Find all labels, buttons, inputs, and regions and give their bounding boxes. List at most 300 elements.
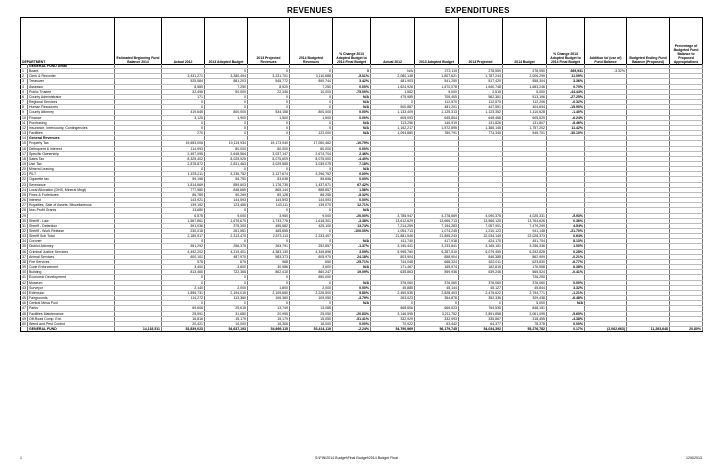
value-cell: -3.32% [585,69,627,74]
col-rev-adopted-2013: 2013 Adopted Budget [205,18,248,65]
value-cell: 19,173,940 [248,141,290,146]
value-cell: 272,119 [415,69,459,74]
value-cell: -0.21% [547,254,585,259]
value-cell: -5.93% [547,213,585,218]
value-cell: 545,701 [503,131,547,136]
value-cell: 1,125,313 [415,110,459,115]
value-cell: 19,119,934 [205,141,248,146]
value-cell: 45,885 [371,285,415,290]
value-cell: 2,891,858 [459,311,503,316]
department-name: Finance [28,115,115,120]
value-cell: 2,313,470 [205,234,248,239]
value-cell: 0 [248,301,290,306]
row-number: 6 [21,94,28,99]
value-cell: 112,570 [459,100,503,105]
value-cell: 622,011 [459,259,503,264]
value-cell: 2,794,771 [503,290,547,295]
value-cell: 1,152,217 [371,125,415,130]
value-cell: 1,670,078 [415,84,459,89]
value-cell: 278,559 [459,69,503,74]
value-cell: 11.09% [547,74,585,79]
value-cell: 0 [205,275,248,280]
value-cell: 8,025,925 [205,156,248,161]
value-cell: 45,844 [503,285,547,290]
value-cell: 0 [162,239,205,244]
value-cell: 54,637,193 [205,326,248,331]
value-cell: 16,816 [162,316,205,321]
value-cell: 500,887 [371,105,415,110]
value-cell: 0.00% [333,84,371,89]
value-cell: 2,450,535 [371,290,415,295]
value-cell: 0 [415,301,459,306]
value-cell: 0 [248,280,290,285]
value-cell: 404,694 [503,105,547,110]
row-number: 47 [22,306,26,311]
value-cell: 22,346 [248,89,290,94]
value-cell: 705,405 [415,94,459,99]
row-number: 14 [22,136,26,141]
department-name: PILT [28,172,115,177]
value-cell: 5,000 [503,301,547,306]
value-cell: 2,828,403 [415,290,459,295]
value-cell: -5.32% [333,192,371,197]
value-cell: 0 [290,301,333,306]
value-cell: 11,263,648 [627,326,670,331]
value-cell: 645,804 [415,115,459,120]
row-number: 28 [22,208,26,213]
row-number: 31 [22,223,26,228]
value-cell: 513,196 [503,94,547,99]
value-cell: 55,276,782 [503,326,547,331]
value-cell: 10,000 [205,321,248,326]
value-cell: 777,980 [162,187,205,192]
value-cell: 1,807,621 [415,74,459,79]
department-name: Human Resources [28,105,115,110]
value-cell: 3.42% [333,79,371,84]
value-cell: 1,054,713 [371,229,415,234]
value-cell: 335,867 [459,316,503,321]
value-cell: 53,638 [248,177,290,182]
value-cell: 0.00% [547,321,585,326]
value-cell: 3.32% [547,285,585,290]
value-cell: 3,231,701 [248,74,290,79]
value-cell: 875 [205,259,248,264]
value-cell: 230,018 [162,229,205,234]
value-cell: 2,475,622 [459,290,503,295]
department-name: Treasurer [28,79,115,84]
value-cell: 2.46% [333,151,371,156]
value-cell: 3,600 [290,265,333,270]
col-rev-actual-2012: Actual 2012 [162,18,205,65]
value-cell: 139,070 [290,203,333,208]
department-name: Facilities Maintenance [28,311,115,316]
value-cell: 0.00% [333,285,371,290]
row-number: 43 [22,285,26,290]
value-cell: 1.56% [333,187,371,192]
value-cell: 54,669,115 [248,326,290,331]
value-cell: 16,306 [248,321,290,326]
value-cell: 8,075,000 [290,156,333,161]
value-cell: 2,194,015 [205,290,248,295]
col-rev-pct-change: % Change 2013 Adopted Budget to 2014 Final Budget [333,18,371,65]
value-cell: 2,457,095 [162,151,205,156]
value-cell: 139,192 [162,203,205,208]
value-cell: 3,110,688 [290,74,333,79]
value-cell: 0 [248,167,290,172]
value-cell: (2,062,663) [585,326,627,331]
footer-page-number: 1 [20,456,22,460]
row-number: 46 [22,301,26,306]
value-cell: 25,615 [205,306,248,311]
value-cell: 4.54% [547,223,585,228]
value-cell: 2,831,463 [205,161,248,166]
department-name: Parks [28,306,115,311]
row-number: 16 [22,146,26,151]
value-cell: 22,026,373 [503,234,547,239]
department-name: Interest [28,198,115,203]
value-cell: 0.00% [547,280,585,285]
row-number: 45 [22,296,26,301]
revenues-heading: REVENUES [287,6,333,15]
value-cell: 50,000 [205,89,248,94]
value-cell: 13,749 [248,306,290,311]
value-cell: 391,036 [162,223,205,228]
value-cell: 8,920 [248,84,290,89]
department-name: Surveyor [28,285,115,290]
department-name: GENERAL FUND Detail [28,64,115,69]
value-cell: 0 [205,105,248,110]
value-cell: 0 [290,69,333,74]
value-cell: 0 [205,125,248,130]
value-cell: 1,094,880 [371,131,415,136]
value-cell: 1,582 [371,89,415,94]
value-cell: 1.00% [547,244,585,249]
value-cell: 6,292,828 [503,249,547,254]
department-name: GENERAL FUND [28,326,115,331]
department-name: County Administrator [28,94,115,99]
value-cell: -15.90% [547,105,585,110]
department-name: Off-Road Comp. Ent. [28,316,115,321]
value-cell: 411,740 [371,239,415,244]
row-number: 32 [22,229,26,233]
value-cell: 0.00% [333,110,371,115]
value-cell: 80,000 [205,146,248,151]
value-cell: N/A [333,208,371,213]
row-number: 7 [21,100,28,105]
row-number: 11 [22,120,26,125]
value-cell: 12.71% [333,203,371,208]
row-number: 12 [22,125,26,130]
value-cell: N/A [333,239,371,244]
department-name: Building [28,270,115,275]
value-cell: 1,624,926 [371,84,415,89]
row-number: 22 [22,177,26,182]
value-cell: 269,931 [547,69,585,74]
value-cell: 3,146,595 [371,311,415,316]
value-cell: 318,455 [503,316,547,321]
value-cell: 0.00% [333,172,371,177]
department-name: Board [28,69,115,74]
value-cell: N/A [333,131,371,136]
value-cell: 726,250 [503,275,547,280]
value-cell: 375,300 [205,223,248,228]
value-cell: 67.42% [333,182,371,187]
value-cell: 13,680 [162,208,205,213]
department-name: Delinquent & Interest [28,146,115,151]
value-cell: 0 [333,69,371,74]
value-cell: 123,465 [205,203,248,208]
value-cell: 6,575 [162,213,205,218]
department-name: Extension [28,290,115,295]
value-cell: 0.79% [547,84,585,89]
value-cell: 19,653,006 [162,141,205,146]
value-cell: 86,789 [162,192,205,197]
value-cell: 0 [371,100,415,105]
value-cell: 7,154,283 [415,223,459,228]
value-cell: -6.77% [547,259,585,264]
value-cell: 252,857 [290,244,333,249]
col-exp-adopted-2013: 2013 Adopted Budget [415,18,459,65]
value-cell: 2,648,564 [205,151,248,156]
value-cell: -5.01% [333,74,371,79]
row-number: 15 [22,141,26,146]
department-name: Property Tax [28,141,115,146]
value-cell: 3,211,752 [415,311,459,316]
value-cell: -25.71% [333,259,371,264]
value-cell: 475,985 [371,94,415,99]
value-cell: 0 [248,125,290,130]
value-cell: -27.25% [547,94,585,99]
value-cell: 1,110,628 [503,110,547,115]
value-cell: -6.48% [547,296,585,301]
value-cell: 668,324 [415,259,459,264]
value-cell: 2,080,148 [371,74,415,79]
col-department: DEPARTMENT [21,18,115,65]
row-number: 26 [22,198,26,203]
value-cell: 0.64% [547,234,585,239]
value-cell: -4.40% [333,156,371,161]
value-cell: 13,764,626 [503,218,547,223]
value-cell: -5.60% [547,311,585,316]
value-cell: 744,048 [371,259,415,264]
value-cell: 263,791 [248,244,290,249]
value-cell: -6.24% [547,115,585,120]
value-cell: 17,050,462 [290,141,333,146]
value-cell: 0 [205,208,248,213]
value-cell: 55,696 [290,177,333,182]
value-cell: 4,278,669 [415,213,459,218]
value-cell: -6.46% [547,120,585,125]
value-cell: 114,993 [162,146,205,151]
row-number: 37 [22,254,26,259]
department-name: Sheriff - Detention [28,223,115,228]
value-cell: 465,655 [248,229,290,234]
value-cell: 3,061,095 [503,311,547,316]
value-cell: 45,127 [459,285,503,290]
value-cell: 3,233,841 [415,244,459,249]
value-cell: 424,170 [459,239,503,244]
value-cell: 1,176,735 [248,182,290,187]
row-number: 25 [22,192,26,197]
value-cell: 144,593 [205,198,248,203]
value-cell: 455,582 [248,223,290,228]
value-cell: 2,140 [162,285,205,290]
value-cell: 5,000 [503,89,547,94]
value-cell: 56,750 [205,177,248,182]
value-cell: 263,023 [371,296,415,301]
value-cell: 0 [248,100,290,105]
value-cell: 165,974 [415,265,459,270]
value-cell: 1,800 [248,285,290,290]
value-cell: 800,000 [205,110,248,115]
value-cell: 2,515 [459,89,503,94]
value-cell: 0 [248,239,290,244]
value-cell: 8,325,402 [162,156,205,161]
row-number: 5 [21,89,28,94]
value-cell: 2,674,704 [290,151,333,156]
value-cell: 565,524 [503,270,547,275]
value-cell: 109,050 [290,296,333,301]
value-cell: 1,618,301 [290,218,333,223]
value-cell: 0 [205,69,248,74]
value-cell: 650,000 [290,275,333,280]
value-cell: 13.74% [333,223,371,228]
value-cell: -21.70% [547,229,585,234]
row-number: 13 [22,131,26,136]
value-cell: 0.00% [333,321,371,326]
value-cell: 605,529 [503,115,547,120]
value-cell: 1,572,895 [415,125,459,130]
footer-date: 12/6/2013 [686,456,702,460]
value-cell: 5.80% [333,290,371,295]
column-header-table [20,17,703,65]
value-cell: 848,151 [503,306,547,311]
col-exp-actual-2012: Actual 2012 [371,18,415,65]
department-name: Museum [28,280,115,285]
value-cell: 1,437,671 [290,182,333,187]
value-cell: 171 [162,94,205,99]
value-cell: 4,219,401 [205,249,248,254]
value-cell: 143,111 [248,203,290,208]
value-cell: 0 [290,94,333,99]
value-cell: 1,895,731 [162,290,205,295]
col-ending-fund-balance: Budgeted Ending Fund Balance (Proposed) [627,18,670,65]
value-cell: 2,189,917 [162,234,205,239]
value-cell: 32,496 [162,89,205,94]
value-cell: 122,000 [290,131,333,136]
value-cell: 131,807 [503,120,547,125]
value-cell: 0 [162,275,205,280]
value-cell: 0 [371,301,415,306]
value-cell: 1,814,669 [162,182,205,187]
department-name: Clerk & Recorder [28,74,115,79]
value-cell: -0.41% [547,270,585,275]
value-cell: 16,000 [290,321,333,326]
value-cell: -30.10% [547,131,585,136]
value-cell: 0 [162,105,205,110]
value-cell: 376,060 [459,280,503,285]
department-name: Local Allocation (DHS, Mineral Mngt) [28,187,115,192]
row-number: 17 [22,151,26,156]
value-cell: 487,970 [205,254,248,259]
value-cell: 0 [205,280,248,285]
footer-file-path: S:\FIN\2014 Budget\Final Budget\2014 Budget Final [315,456,398,460]
value-cell: 9,000 [415,89,459,94]
department-name: Sheriff - Work Release [28,229,115,234]
value-cell: N/A [547,301,585,306]
value-cell: 3.09% [333,249,371,254]
department-name: Royalties, Sale of Assets, Miscellaneous [28,203,115,208]
value-cell: 3,256,336 [503,244,547,249]
value-cell: 0 [205,94,248,99]
value-cell: 0 [459,301,503,306]
value-cell: 862,415 [248,270,290,275]
row-number: 18 [22,156,26,161]
row-number: 8 [21,105,28,110]
value-cell: 53,414,119 [290,326,333,331]
value-cell: 7,250 [290,84,333,89]
row-number: 1 [21,69,28,74]
value-cell: 19.09% [333,270,371,275]
value-cell: N/A [333,105,371,110]
value-cell: 848,665 [205,187,248,192]
row-number: 27 [22,203,26,208]
value-cell: 0 [162,167,205,172]
value-cell: 3,236,752 [205,172,248,177]
value-cell: 0 [290,120,333,125]
value-cell: 376,060 [503,280,547,285]
value-cell: 7,214,259 [371,223,415,228]
value-cell: 4,349,896 [290,249,333,254]
value-cell: 3,039,075 [290,161,333,166]
value-cell: 332,929 [371,316,415,321]
value-cell: 78,378 [503,321,547,326]
value-cell: 623,830 [503,259,547,264]
value-cell: 862,909 [503,254,547,259]
value-cell: 774,345 [459,131,503,136]
value-cell: 80,000 [248,146,290,151]
value-cell: 53,839,023 [162,326,205,331]
value-cell: 256,375 [205,244,248,249]
value-cell: 858,904 [415,254,459,259]
value-cell: 3,600 [205,265,248,270]
value-cell: 13,566,125 [459,218,503,223]
value-cell: 605,970 [290,254,333,259]
row-number: 40 [22,270,26,275]
value-cell: 59,196 [162,177,205,182]
department-name: Non-Profit Grants [28,208,115,213]
expenditures-heading: EXPENDITURES [445,6,510,15]
value-cell: 764,535 [459,306,503,311]
department-name: County Attorney [28,110,115,115]
value-cell: 0 [290,280,333,285]
department-name: Assessor [28,84,115,89]
value-cell: 0 [162,100,205,105]
value-cell: 64,377 [459,321,503,326]
value-cell: 417,918 [415,239,459,244]
row-number: 38 [22,259,26,264]
value-cell: 20,421 [162,321,205,326]
department-name: Fines & Forfeitures [28,192,115,197]
value-cell: 3,165,151 [459,244,503,249]
value-cell: 351,292 [162,244,205,249]
value-cell: 10,000 [290,89,333,94]
value-cell: 0.00% [333,198,371,203]
row-number: 24 [22,187,26,192]
value-cell: 0.17% [547,326,585,331]
department-name: Code Enforcement [28,265,115,270]
value-cell: 0 [290,208,333,213]
